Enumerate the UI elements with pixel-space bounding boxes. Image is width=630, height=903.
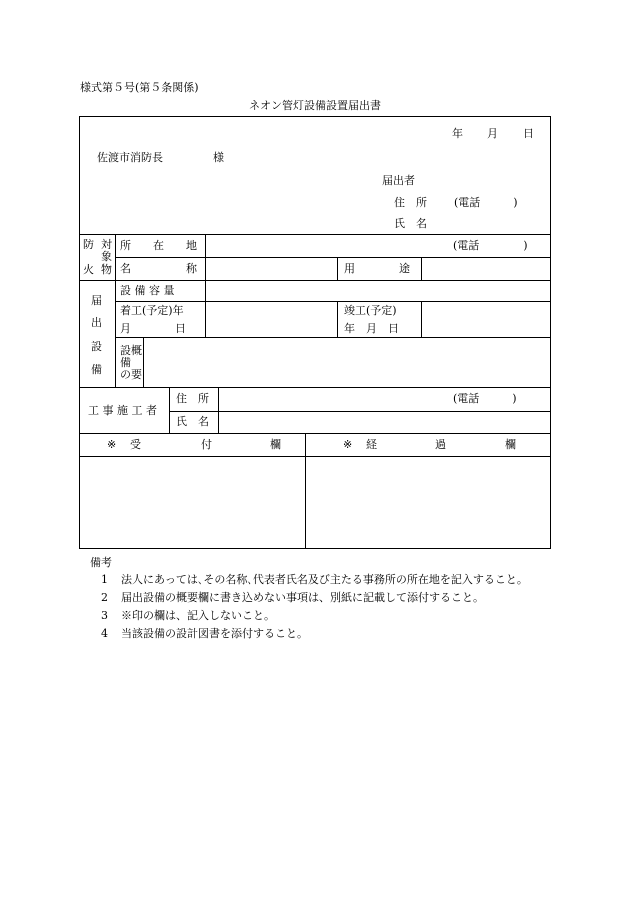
note-item xyxy=(101,574,528,585)
row-line xyxy=(80,280,550,281)
col-line xyxy=(421,257,422,280)
col-line xyxy=(218,387,219,433)
progress-label-char: 過 xyxy=(435,438,446,451)
contractor-phone: (電話 ) xyxy=(453,392,517,405)
col-line xyxy=(205,234,206,337)
notifier-phone: (電話 ) xyxy=(454,196,518,209)
row-line xyxy=(80,234,550,235)
equipment-label-char: 出 xyxy=(91,316,102,329)
col-line xyxy=(143,337,144,387)
date-day: 日 xyxy=(523,127,534,140)
contractor-address-label: 住 所 xyxy=(176,392,209,405)
outline-label-char: の xyxy=(120,368,131,381)
note-text: 法人にあっては､その名称､代表者氏名及び主たる事務所の所在地を記入すること。 xyxy=(121,573,528,586)
outline-label-char: 備 xyxy=(120,356,131,369)
note-item xyxy=(101,592,484,603)
note-text: ※印の欄は、記入しないこと。 xyxy=(121,609,275,622)
col-line xyxy=(337,301,338,337)
note-number: 4 xyxy=(101,627,108,640)
page-title: ネオン管灯設備設置届出書 xyxy=(249,99,381,112)
date-month: 月 xyxy=(487,127,498,140)
target-label-char: 物 xyxy=(101,263,112,276)
contractor-label: 工 事 施 工 者 xyxy=(88,404,157,417)
col-line xyxy=(115,234,116,387)
progress-label-char: 経 xyxy=(366,438,377,451)
outline-label-char: 要 xyxy=(131,368,142,381)
receipt-label-mark: ※ xyxy=(107,438,117,451)
use-label: 用 途 xyxy=(344,262,410,275)
note-number: 1 xyxy=(101,573,108,586)
end-date-label: 年 月 日 xyxy=(344,322,399,335)
location-label: 所 在 地 xyxy=(120,239,197,252)
notifier-label: 届出者 xyxy=(382,174,415,187)
row-line xyxy=(115,301,550,302)
target-label-char: 対 xyxy=(101,238,112,251)
note-text: 当該設備の設計図書を添付すること。 xyxy=(121,627,308,640)
row-line xyxy=(169,411,550,412)
honorific: 様 xyxy=(213,151,224,164)
target-label-char: 象 xyxy=(101,250,112,263)
note-text: 届出設備の概要欄に書き込めない事項は、別紙に記載して添付すること。 xyxy=(121,591,484,604)
date-year: 年 xyxy=(452,127,463,140)
equipment-label-char: 設 xyxy=(91,340,102,353)
name-label: 名 称 xyxy=(120,262,197,275)
target-label-char: 火 xyxy=(83,263,94,276)
notes-heading: 備考 xyxy=(90,556,112,569)
col-line xyxy=(337,257,338,280)
progress-label-mark: ※ xyxy=(343,438,353,451)
start-date-label: 月 日 xyxy=(120,322,186,335)
target-phone: (電話 ) xyxy=(453,239,528,252)
end-date-label: 竣工(予定) xyxy=(344,304,397,317)
form-number: 様式第５号(第５条関係) xyxy=(80,81,199,94)
target-label-char: 防 xyxy=(83,238,94,251)
notifier-name-label: 氏 名 xyxy=(394,217,427,230)
row-line xyxy=(115,337,550,338)
equipment-label-char: 届 xyxy=(91,294,102,307)
note-item xyxy=(101,610,275,621)
progress-label-char: 欄 xyxy=(505,438,516,451)
contractor-name-label: 氏 名 xyxy=(176,415,209,428)
outline-label-char: 概 xyxy=(131,344,142,357)
row-line xyxy=(80,387,550,388)
start-date-label: 着工(予定)年 xyxy=(120,304,184,317)
row-line xyxy=(80,456,550,457)
note-item xyxy=(101,628,308,639)
receipt-label-char: 欄 xyxy=(270,438,281,451)
row-line xyxy=(115,257,550,258)
col-line xyxy=(305,433,306,549)
outline-label-char: 設 xyxy=(120,344,131,357)
note-number: 2 xyxy=(101,591,108,604)
col-line xyxy=(421,301,422,337)
receipt-label-char: 受 xyxy=(130,438,141,451)
note-number: 3 xyxy=(101,609,108,622)
equipment-label-char: 備 xyxy=(91,363,102,376)
row-line xyxy=(80,433,550,434)
addressee: 佐渡市消防長 xyxy=(97,151,163,164)
capacity-label: 設 備 容 量 xyxy=(120,284,175,297)
col-line xyxy=(169,387,170,433)
receipt-label-char: 付 xyxy=(201,438,212,451)
notification-form xyxy=(79,116,551,549)
notifier-address-label: 住 所 xyxy=(394,196,427,209)
